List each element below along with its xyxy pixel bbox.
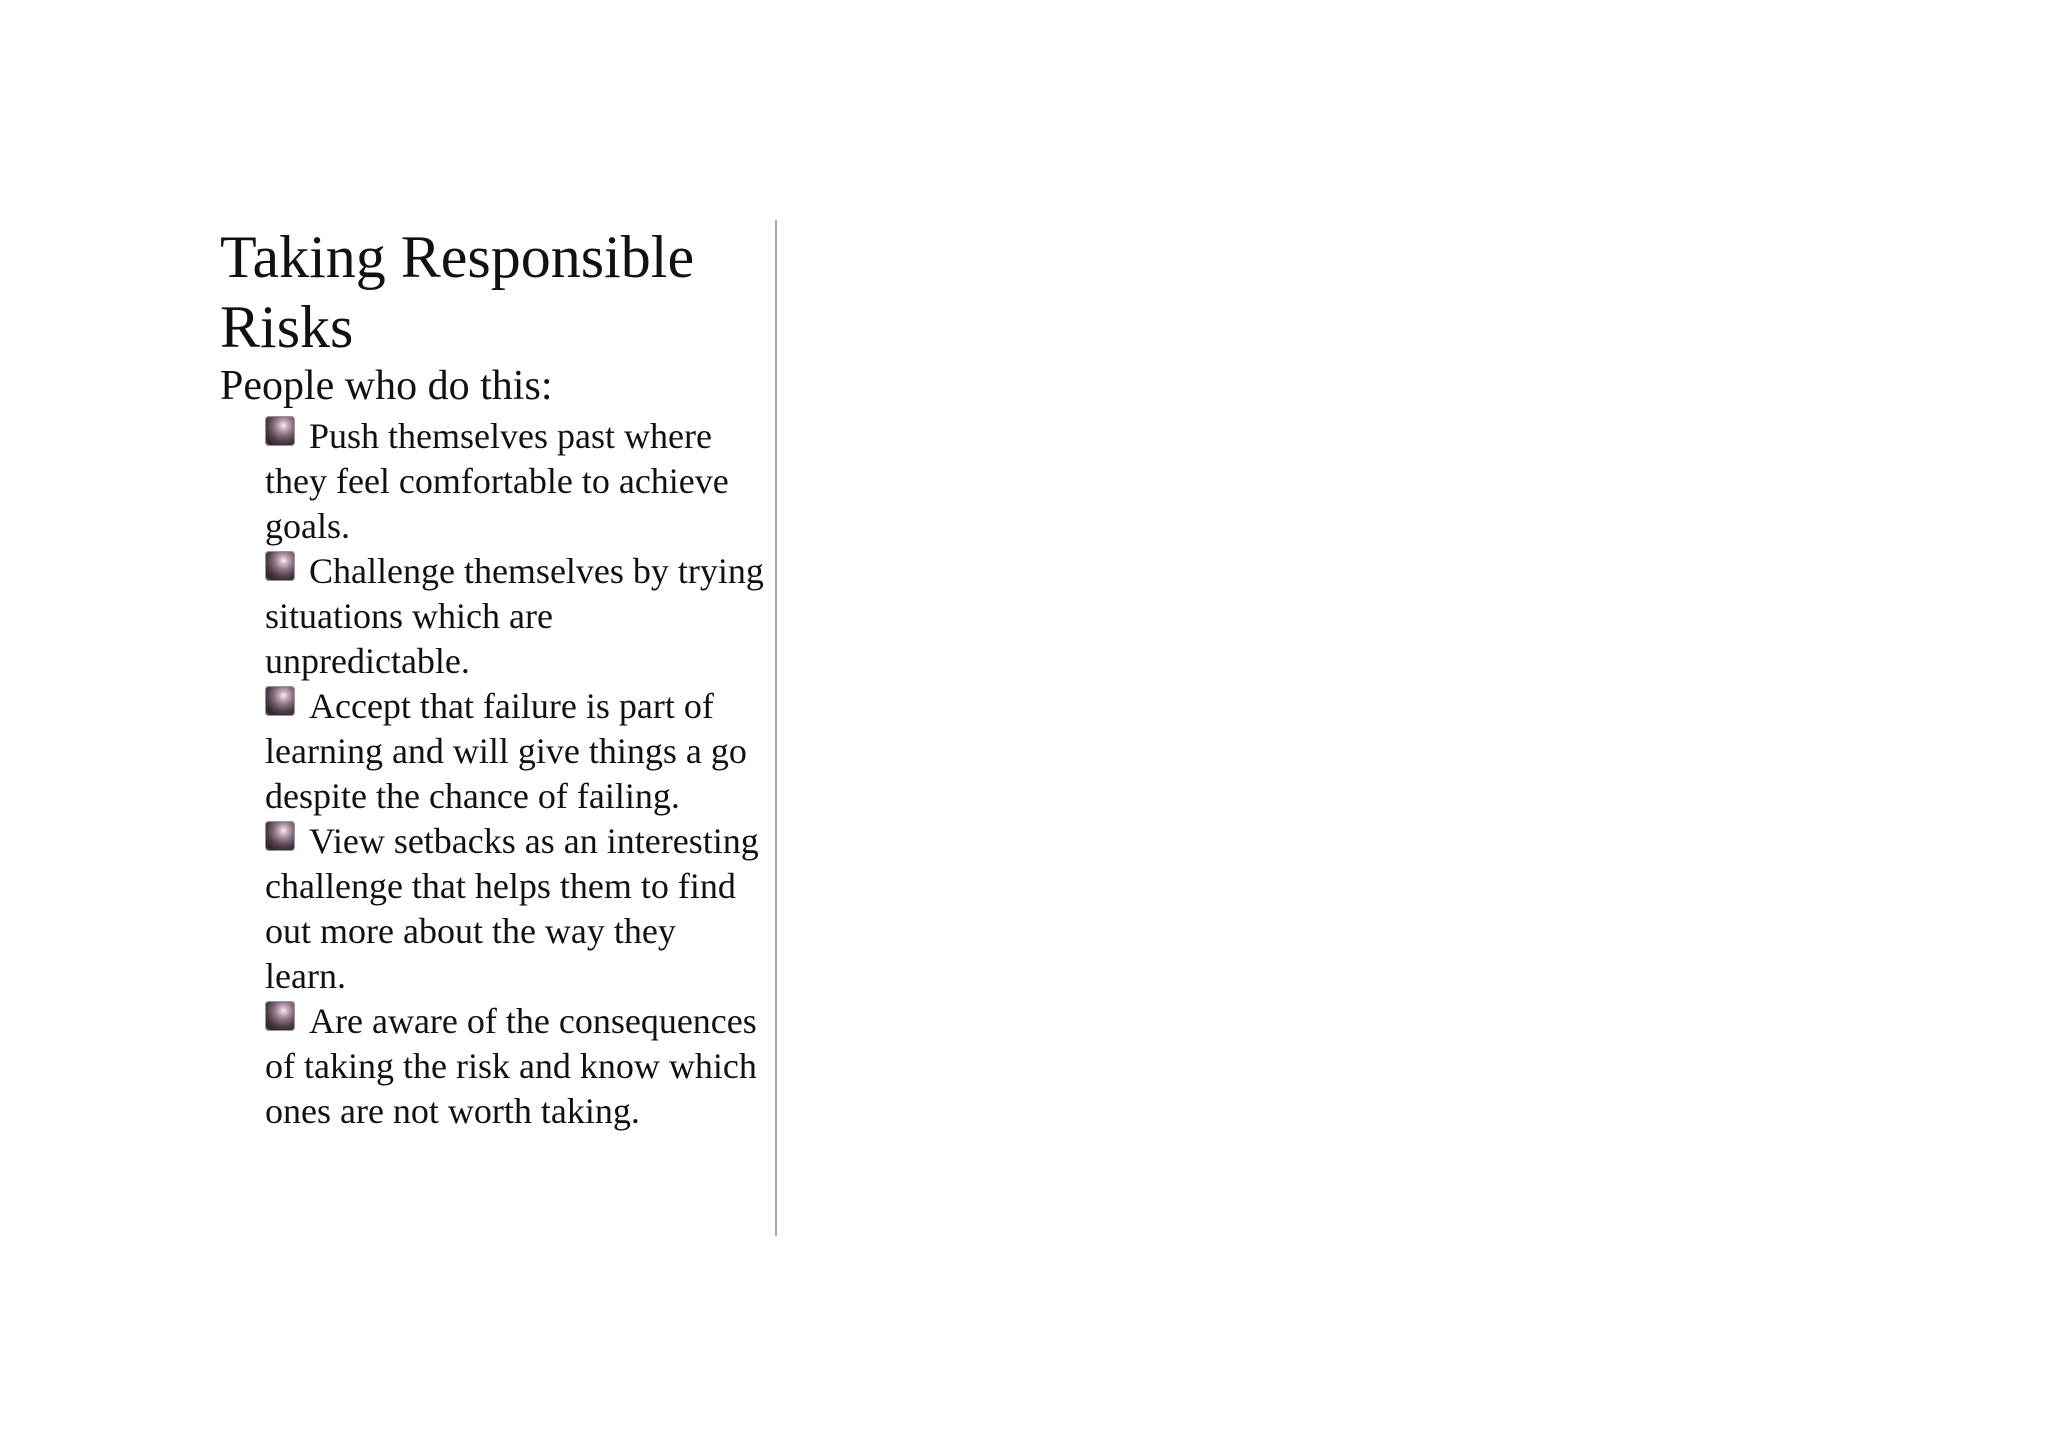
- list-item-text: Accept that failure is part of learning and will give things a go despite the chance of failing.: [265, 686, 747, 816]
- list-item: [265, 999, 765, 1134]
- shaded-ball-bullet-icon: [265, 1001, 295, 1031]
- list-item-text: Push themselves past where they feel comfortable to achieve goals.: [265, 416, 729, 546]
- list-item-text: Are aware of the consequences of taking the risk and know which ones are not worth taking.: [265, 1001, 757, 1131]
- content-column: [220, 222, 764, 1134]
- list-item-text: View setbacks as an interesting challenge that helps them to find out more about the way they learn.: [265, 821, 759, 996]
- shaded-ball-bullet-icon: [265, 416, 295, 446]
- list-item: [265, 549, 765, 684]
- shaded-ball-bullet-icon: [265, 551, 295, 581]
- shaded-ball-bullet-icon: [265, 821, 295, 851]
- list-item: [265, 684, 765, 819]
- list-item: [265, 414, 765, 549]
- shaded-ball-bullet-icon: [265, 686, 295, 716]
- column-divider: [775, 220, 777, 1236]
- list-item: [265, 819, 765, 999]
- list-intro: People who do this:: [220, 363, 553, 409]
- page-title: Taking Responsible Risks: [220, 224, 695, 360]
- behaviour-list: [220, 414, 765, 1134]
- list-item-text: Challenge themselves by trying situations which are unpredictable.: [265, 551, 764, 681]
